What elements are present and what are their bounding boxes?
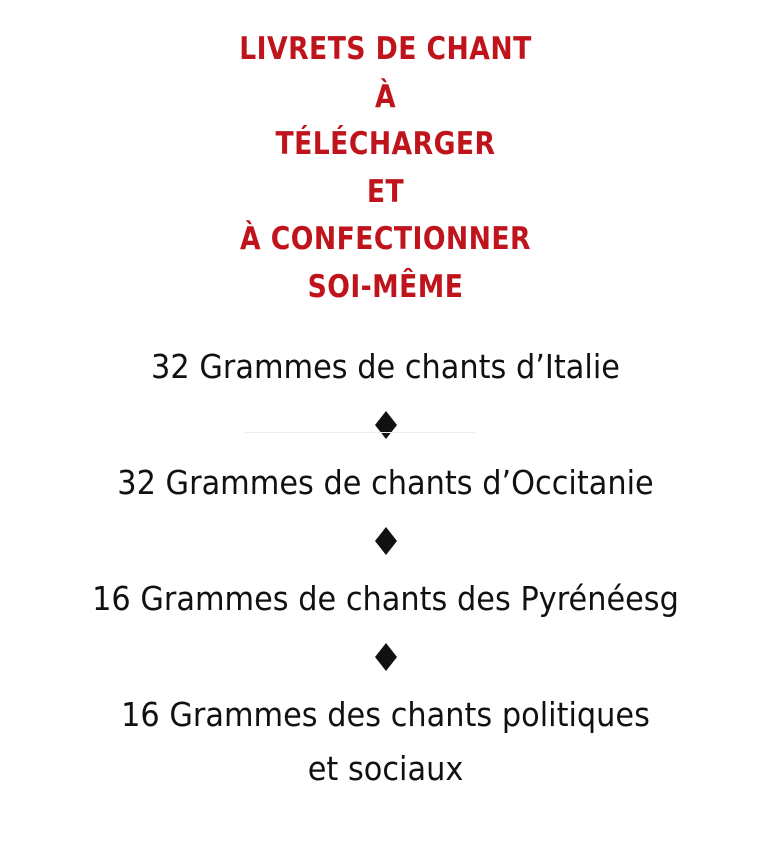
heading-line: À CONFECTIONNER <box>239 221 532 257</box>
diamond-icon <box>374 410 398 440</box>
booklet-list <box>0 340 771 796</box>
heading-line: À <box>374 78 397 115</box>
heading-line: TÉLÉCHARGER <box>275 126 496 162</box>
booklet-label-line1: 16 Grammes des chants politiques <box>121 695 650 734</box>
page-heading <box>54 26 717 311</box>
booklet-link-italie[interactable]: 32 Grammes de chants d’Italie <box>151 347 620 386</box>
booklet-item-italie <box>31 340 740 394</box>
booklet-item-pyrenees <box>31 572 740 626</box>
booklet-link-politiques[interactable] <box>121 695 650 788</box>
separator <box>0 394 771 456</box>
diamond-icon <box>374 526 398 556</box>
diamond-icon <box>374 642 398 672</box>
heading-line: ET <box>366 173 405 210</box>
separator <box>0 510 771 572</box>
heading-line: LIVRETS DE CHANT <box>239 31 532 67</box>
heading-line: SOI-MÊME <box>307 268 464 305</box>
booklet-label-line2: et sociaux <box>307 749 464 788</box>
booklet-link-pyrenees[interactable]: 16 Grammes de chants des Pyrénéesg <box>92 579 679 618</box>
booklet-item-occitanie <box>31 456 740 510</box>
separator <box>0 626 771 688</box>
booklet-link-occitanie[interactable]: 32 Grammes de chants d’Occitanie <box>117 463 654 502</box>
booklet-item-politiques <box>31 688 740 796</box>
divider-line <box>245 432 475 433</box>
